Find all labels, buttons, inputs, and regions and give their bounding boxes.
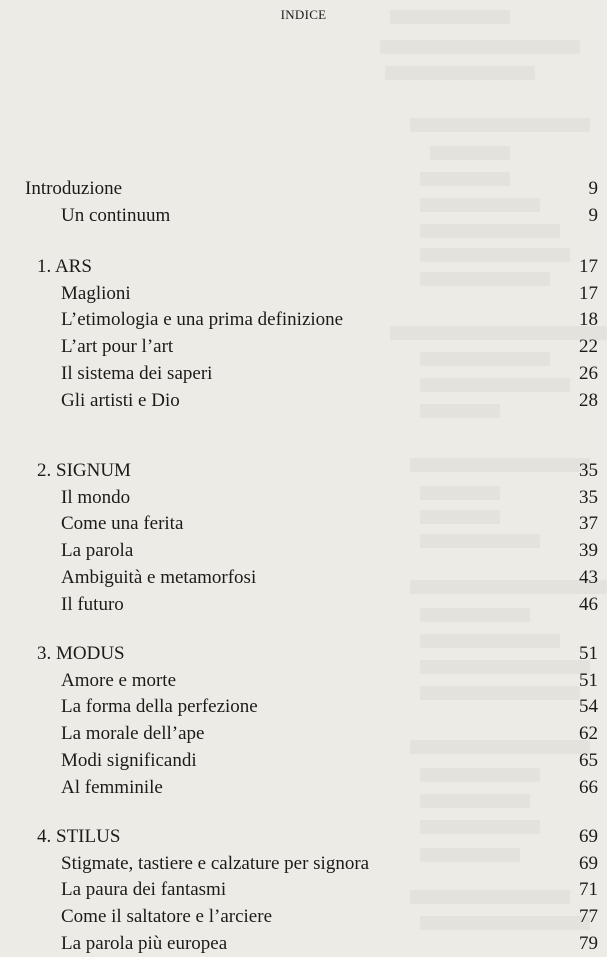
entry-page-number: 43 bbox=[579, 566, 598, 588]
entry-title: Stigmate, tastiere e calzature per signora bbox=[61, 852, 370, 874]
entry-page-number: 51 bbox=[579, 669, 598, 691]
toc-entry bbox=[0, 388, 607, 414]
toc-entry bbox=[0, 361, 607, 387]
toc-section-heading bbox=[0, 458, 607, 484]
page-header: INDICE bbox=[280, 7, 327, 22]
entry-title: La parola bbox=[61, 540, 134, 562]
entry-page-number: 39 bbox=[579, 540, 598, 562]
entry-page-number: 17 bbox=[579, 282, 598, 304]
entry-title: L’etimologia e una prima definizione bbox=[61, 309, 344, 331]
entry-title: Al femminile bbox=[61, 776, 163, 798]
toc-entry bbox=[0, 485, 607, 511]
entry-title: Amore e morte bbox=[61, 669, 177, 691]
entry-page-number: 62 bbox=[579, 723, 598, 745]
entry-page-number: 79 bbox=[579, 932, 598, 954]
entry-page-number: 65 bbox=[579, 749, 598, 771]
entry-page-number: 35 bbox=[579, 486, 598, 508]
toc-entry bbox=[0, 511, 607, 537]
toc-entry bbox=[0, 538, 607, 564]
entry-title: Ambiguità e metamorfosi bbox=[61, 566, 257, 588]
toc-entry bbox=[0, 203, 607, 229]
toc-entry bbox=[0, 592, 607, 618]
entry-page-number: 69 bbox=[579, 826, 598, 847]
entry-page-number: 77 bbox=[579, 906, 598, 928]
entry-page-number: 71 bbox=[579, 879, 598, 901]
entry-page-number: 22 bbox=[579, 336, 598, 358]
toc-entry bbox=[0, 904, 607, 930]
entry-title: Il futuro bbox=[61, 593, 124, 615]
toc-section-heading bbox=[0, 641, 607, 667]
entry-title: 1. ARS bbox=[37, 256, 92, 277]
entry-title: Il sistema dei saperi bbox=[61, 362, 213, 384]
entry-page-number: 9 bbox=[588, 178, 598, 199]
entry-title: La paura dei fantasmi bbox=[61, 879, 227, 901]
toc-entry bbox=[0, 931, 607, 957]
toc-entry bbox=[0, 851, 607, 877]
entry-page-number: 26 bbox=[579, 362, 598, 384]
entry-title: 2. SIGNUM bbox=[37, 460, 131, 481]
entry-title: Un continuum bbox=[61, 204, 171, 226]
entry-title: Maglioni bbox=[61, 282, 131, 304]
entry-page-number: 18 bbox=[579, 309, 598, 331]
entry-title: La forma della perfezione bbox=[61, 696, 258, 718]
toc-entry bbox=[0, 668, 607, 694]
toc-entry bbox=[0, 775, 607, 801]
toc-entry bbox=[0, 281, 607, 307]
entry-page-number: 46 bbox=[579, 593, 598, 615]
entry-page-number: 35 bbox=[579, 460, 598, 481]
entry-title: Il mondo bbox=[61, 486, 131, 508]
entry-page-number: 51 bbox=[579, 643, 598, 664]
entry-title: La parola più europea bbox=[61, 932, 228, 954]
entry-page-number: 9 bbox=[588, 204, 598, 226]
toc-entry bbox=[0, 334, 607, 360]
entry-page-number: 17 bbox=[579, 256, 598, 277]
toc-entry bbox=[0, 748, 607, 774]
toc-section-heading bbox=[0, 176, 607, 202]
entry-title: Gli artisti e Dio bbox=[61, 389, 180, 411]
entry-title: Come il saltatore e l’arciere bbox=[61, 906, 273, 928]
entry-page-number: 66 bbox=[579, 776, 598, 798]
toc-entry bbox=[0, 565, 607, 591]
entry-title: Introduzione bbox=[25, 178, 123, 199]
entry-page-number: 54 bbox=[579, 696, 598, 718]
entry-title: Modi significandi bbox=[61, 749, 197, 771]
entry-title: 3. MODUS bbox=[37, 643, 125, 664]
toc-section-heading bbox=[0, 254, 607, 280]
toc-entry bbox=[0, 694, 607, 720]
entry-page-number: 28 bbox=[579, 389, 598, 411]
toc-entry bbox=[0, 307, 607, 333]
toc-entry bbox=[0, 877, 607, 903]
entry-title: La morale dell’ape bbox=[61, 723, 205, 745]
entry-title: L’art pour l’art bbox=[61, 336, 174, 358]
entry-title: Come una ferita bbox=[61, 513, 184, 535]
toc-entry bbox=[0, 721, 607, 747]
entry-page-number: 37 bbox=[579, 513, 598, 535]
entry-page-number: 69 bbox=[579, 852, 598, 874]
toc-section-heading bbox=[0, 824, 607, 850]
entry-title: 4. STILUS bbox=[37, 826, 121, 847]
